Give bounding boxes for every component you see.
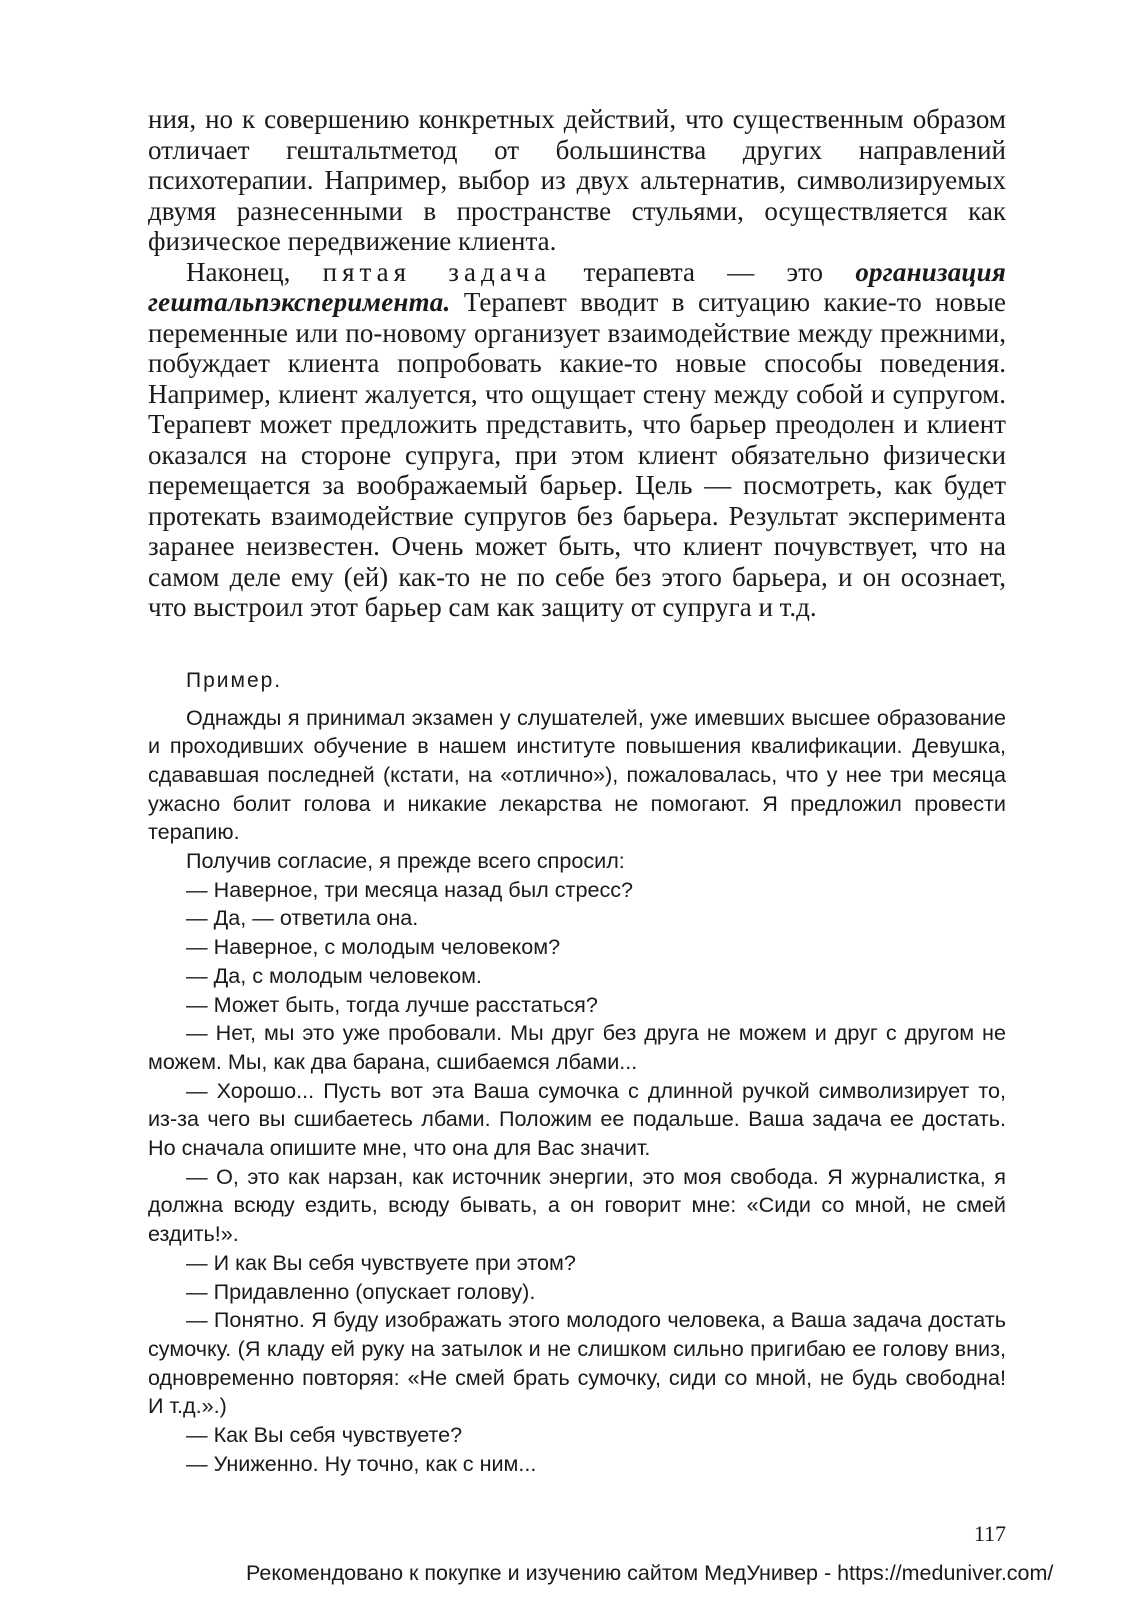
example-paragraph: — Понятно. Я буду изображать этого молодого человека, а Ваша задача достать сумочку. (Я кладу ей руку на затылок и не слишком сильно пригибаю ее голову вниз, одновременно повторяя: «Не смей брать сумочку, сиди со мной, не будь свободна! И т.д.».): [148, 1307, 1006, 1419]
spaced-emphasis: пятая задача: [322, 256, 552, 287]
main-text: [148, 104, 1006, 623]
example-text: [148, 704, 1006, 1479]
example-paragraph: Однажды я принимал экзамен у слушателей, уже имевших высшее образование и проходивших обучение в нашем институте повышения квалификации. Девушка, сдававшая последней (кстати, на «отлично»), пожаловалась, что у нее три месяца ужасно болит голова и никакие лекарства не помогают. Я предложил провести терапию.: [148, 704, 1006, 845]
page-content: [148, 104, 1006, 1478]
example-paragraph: Получив согласие, я прежде всего спросил:: [186, 848, 625, 874]
bold-italic-term: организация гештальпэксперимента.: [148, 256, 1006, 317]
paragraph-fifth-task: [148, 257, 1006, 623]
example-paragraph: — Униженно. Ну точно, как с ним...: [186, 1450, 537, 1476]
example-paragraph: — Да, — ответила она.: [186, 905, 419, 931]
p2-end: Терапевт вводит в ситуацию какие-то новые переменные или по-новому организует взаимодействие между прежними, побуждает клиента попробовать какие-то новые способы поведения. Например, клиент жалуется, что ощущает стену между собой и супругом. Терапевт может предложить представить, что барьер преодолен и клиент оказался на стороне супруга, при этом клиент обязательно физически перемещается за воображаемый барьер. Цель — посмотреть, как будет протекать взаимодействие супругов без барьера. Результат эксперимента заранее неизвестен. Очень может быть, что клиент почувствует, что на самом деле ему (ей) как-то не по себе без этого барьера, и он осознает, что выстроил этот барьер сам как защиту от супруга и т.д.: [148, 287, 1006, 622]
example-paragraph: — Наверное, с молодым человеком?: [186, 934, 561, 960]
example-paragraph: — Нет, мы это уже пробовали. Мы друг без друга не можем и друг с другом не можем. Мы, как два барана, сшибаемся лбами...: [148, 1020, 1006, 1074]
example-paragraph: — Как Вы себя чувствуете?: [186, 1422, 463, 1448]
example-paragraph: — О, это как нарзан, как источник энергии, это моя свобода. Я журналистка, я должна всюду ездить, всюду бывать, а он говорит мне: «Сиди со мной, не смей ездить!».: [148, 1163, 1006, 1247]
example-paragraph: — Придавленно (опускает голову).: [186, 1278, 536, 1304]
page-number: 117: [973, 1521, 1006, 1546]
example-paragraph: — Наверное, три месяца назад был стресс?: [186, 876, 634, 902]
example-heading: Пример.: [186, 668, 283, 692]
footer-recommendation: Рекомендовано к покупке и изучению сайтом МедУнивер - https://meduniver.com/: [246, 1561, 1054, 1585]
paragraph-continuation: ния, но к совершению конкретных действий, что существенным образом отличает гештальтметод от большинства других направлений психотерапии. Например, выбор из двух альтернатив, символизируемых двумя разнесенными в пространстве стульями, осуществляется как физическое передвижение клиента.: [148, 104, 1006, 256]
p2-start: Наконец,: [186, 256, 323, 287]
example-paragraph: — И как Вы себя чувствуете при этом?: [186, 1249, 576, 1275]
example-paragraph: — Может быть, тогда лучше расстаться?: [186, 991, 598, 1017]
p2-mid: терапевта — это: [551, 256, 856, 287]
example-paragraph: — Да, с молодым человеком.: [186, 962, 482, 988]
example-paragraph: — Хорошо... Пусть вот эта Ваша сумочка с длинной ручкой символизирует то, из-за чего вы сшибаетесь лбами. Положим ее подальше. Ваша задача ее достать. Но сначала опишите мне, что она для Вас значит.: [148, 1077, 1006, 1161]
